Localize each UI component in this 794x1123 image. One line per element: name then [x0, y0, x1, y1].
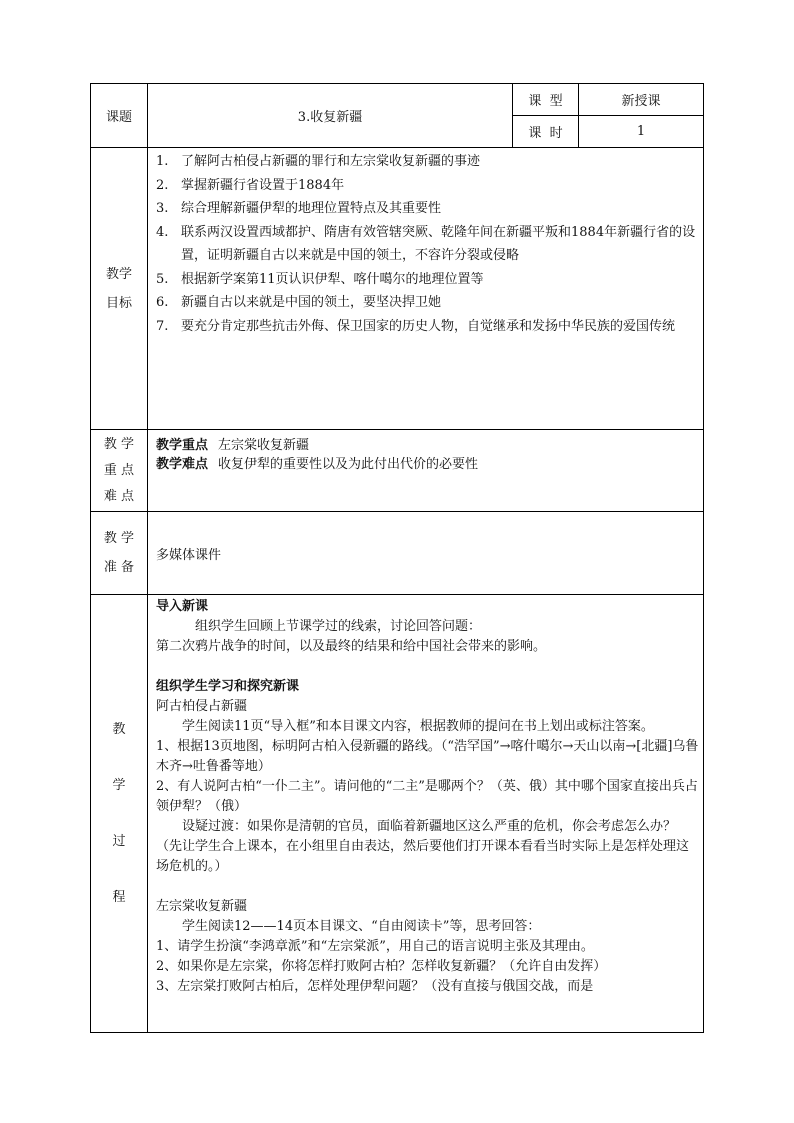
- process-cell: [148, 595, 704, 1033]
- objectives-cell: [148, 148, 704, 430]
- objective-number: 7.: [156, 318, 169, 334]
- process-label: 教 学 过 程: [91, 595, 148, 1033]
- teaching-focus: 教学重点 左宗棠收复新疆: [156, 438, 310, 453]
- preparation-label: 教 学 准 备: [91, 512, 148, 595]
- section2-question-3: 3、左宗棠打败阿古柏后，怎样处理伊犁问题？（没有直接与俄国交战，而是: [156, 979, 594, 994]
- key-points-label: 教 学 重 点 难 点: [91, 430, 148, 512]
- lesson-type-value: 新授课: [579, 84, 704, 116]
- section1-paragraph: 学生阅读11页“导入框”和本目课文内容，根据教师的提问在书上划出或标注答案。: [182, 719, 654, 734]
- section1-heading: 阿古柏侵占新疆: [156, 699, 248, 714]
- intro-question: 第二次鸦片战争的时间，以及最终的结果和给中国社会带来的影响。: [156, 639, 547, 654]
- section1-transition: 设疑过渡：如果你是清朝的官员，面临着新疆地区这么严重的危机，你会考虑怎么办？（先让学生合上课本，在小组里自由表达，然后要他们打开课本看看当时实际上是怎样处理这场危机的。）: [156, 819, 690, 874]
- intro-paragraph: 组织学生回顾上节课学过的线索，讨论回答问题：: [195, 619, 482, 634]
- section1-question-1: 1、根据13页地图，标明阿古柏入侵新疆的路线。（“浩罕国”→喀什噶尔→天山以南→[北疆]乌鲁木齐→吐鲁番等地）: [156, 739, 699, 774]
- lesson-hours-label: 课 时: [513, 116, 579, 148]
- objective-text: 根据新学案第11页认识伊犁、喀什噶尔的地理位置等: [181, 271, 484, 287]
- objective-text: 要充分肯定那些抗击外侮、保卫国家的历史人物，自觉继承和发扬中华民族的爱国传统: [181, 318, 676, 334]
- objective-item: [156, 174, 703, 198]
- objective-number: 1.: [156, 154, 169, 169]
- objective-item: [156, 221, 703, 268]
- objective-text: 新疆自古以来就是中国的领土，要坚决捍卫她: [181, 295, 442, 310]
- section1-question-2: 2、有人说阿古柏“一仆二主”。请问他的“二主”是哪两个？（英、俄）其中哪个国家直接出兵占领伊犁？（俄）: [156, 779, 698, 814]
- lesson-type-label: 课 型: [513, 84, 579, 116]
- objective-item: [156, 315, 703, 339]
- objectives-list: [148, 148, 703, 342]
- lesson-plan-table: [90, 83, 704, 1033]
- section2-paragraph: 学生阅读12——14页本目课文、“自由阅读卡”等，思考回答：: [182, 919, 541, 934]
- intro-heading: 导入新课: [156, 599, 209, 614]
- section2-question-1: 1、请学生扮演“李鸿章派”和“左宗棠派”，用自己的语言说明主张及其理由。: [156, 939, 594, 954]
- objective-item: [156, 268, 703, 292]
- preparation-text: 多媒体课件: [148, 512, 704, 595]
- study-heading: 组织学生学习和探究新课: [156, 679, 300, 694]
- objective-text: 掌握新疆行省设置于1884年: [181, 177, 345, 193]
- objectives-label: 教学 目标: [91, 148, 148, 430]
- objective-number: 2.: [156, 177, 169, 193]
- objective-text: 联系两汉设置西域都护、隋唐有效管辖突厥、乾隆年间在新疆平叛和1884年新疆行省的设置，证明新疆自古以来就是中国的领土，不容许分裂或侵略: [181, 224, 696, 263]
- objective-item: [156, 197, 703, 221]
- objective-text: 了解阿古柏侵占新疆的罪行和左宗棠收复新疆的事迹: [181, 154, 481, 169]
- section2-question-2: 2、如果你是左宗棠，你将怎样打败阿古柏？怎样收复新疆？（允许自由发挥）: [156, 959, 607, 974]
- objective-number: 3.: [156, 201, 169, 216]
- topic-label: 课题: [91, 84, 148, 148]
- objective-text: 综合理解新疆伊犁的地理位置特点及其重要性: [181, 201, 442, 216]
- objective-item: [156, 291, 703, 315]
- objective-item: [156, 150, 703, 174]
- lesson-title: 3.收复新疆: [148, 84, 513, 148]
- key-points-cell: [148, 430, 704, 512]
- objective-number: 6.: [156, 295, 169, 310]
- objective-number: 4.: [156, 224, 169, 240]
- section2-heading: 左宗棠收复新疆: [156, 899, 248, 914]
- teaching-difficulty: 教学难点 收复伊犁的重要性以及为此付出代价的必要性: [156, 457, 479, 472]
- objective-number: 5.: [156, 271, 169, 287]
- lesson-hours-value: 1: [579, 116, 704, 148]
